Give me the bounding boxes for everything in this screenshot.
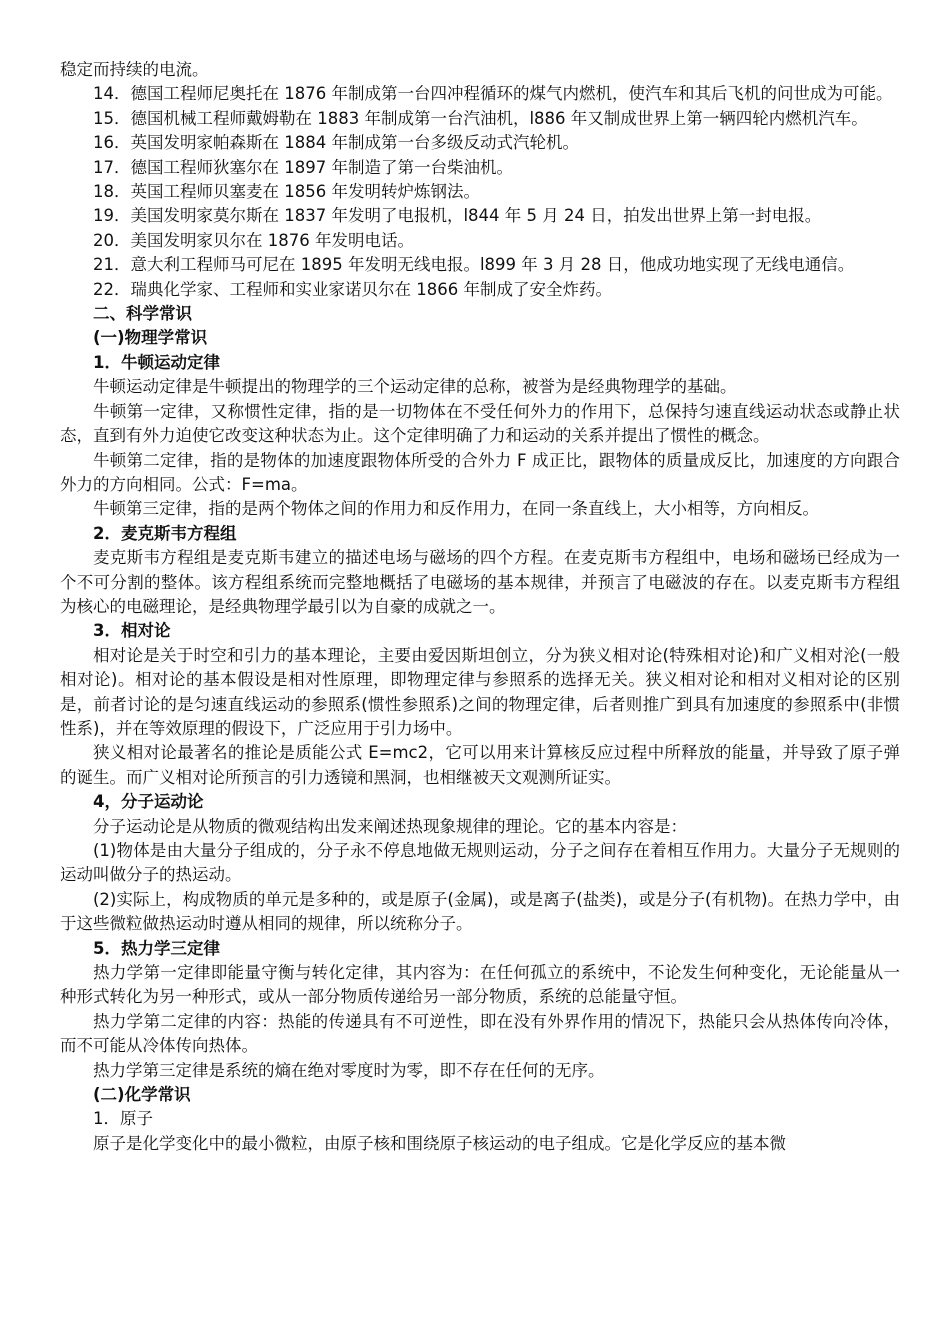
document-page xyxy=(60,58,900,1156)
list-item: 21．意大利工程师马可尼在 1895 年发明无线电报。l899 年 3 月 28 日，他成功地实现了无线电通信。 xyxy=(93,255,855,275)
list-item: 15．德国机械工程师戴姆勒在 1883 年制成第一台汽油机，l886 年又制成世界上第一辆四轮内燃机汽车。 xyxy=(93,108,868,128)
topic-heading: 1．牛顿运动定律 xyxy=(93,352,220,372)
paragraph: 狭义相对论最著名的推论是质能公式 E=mc2，它可以用来计算核反应过程中所释放的能量，并导致了原子弹的诞生。而广义相对论所预言的引力透镜和黑洞，也相继被天文观测所证实。 xyxy=(60,743,900,787)
list-item: 22．瑞典化学家、工程师和实业家诺贝尔在 1866 年制成了安全炸药。 xyxy=(93,279,612,299)
paragraph: 麦克斯韦方程组是麦克斯韦建立的描述电场与磁场的四个方程。在麦克斯韦方程组中，电场和磁场已经成为一个不可分割的整体。该方程组系统而完整地概括了电磁场的基本规律，并预言了电磁波的存在。以麦克斯韦方程组为核心的电磁理论，是经典物理学最引以为自豪的成就之一。 xyxy=(60,548,900,616)
list-item: 16．英国发明家帕森斯在 1884 年制成第一台多级反动式汽轮机。 xyxy=(93,133,579,153)
paragraph: 牛顿第二定律，指的是物体的加速度跟物体所受的合外力 F 成正比，跟物体的质量成反比，加速度的方向跟合外力的方向相同。公式：F=ma。 xyxy=(60,450,900,494)
subsection-heading: (二)化学常识 xyxy=(93,1085,191,1105)
paragraph: 热力学第三定律是系统的熵在绝对零度时为零，即不存在任何的无序。 xyxy=(93,1060,605,1080)
topic-heading: 2．麦克斯韦方程组 xyxy=(93,523,237,543)
topic-heading: 4，分子运动论 xyxy=(93,792,204,812)
subsection-heading: (一)物理学常识 xyxy=(93,328,208,348)
paragraph: 分子运动论是从物质的微观结构出发来阐述热现象规律的理论。它的基本内容是： xyxy=(93,816,687,836)
paragraph: 热力学第二定律的内容：热能的传递具有不可逆性，即在没有外界作用的情况下，热能只会从热体传向冷体，而不可能从冷体传向热体。 xyxy=(60,1011,900,1056)
paragraph: (1)物体是由大量分子组成的，分子永不停息地做无规则运动，分子之间存在着相互作用力。大量分子无规则的运动叫做分子的热运动。 xyxy=(60,841,900,885)
section-heading: 二、科学常识 xyxy=(93,304,192,324)
list-item: 19．美国发明家莫尔斯在 1837 年发明了电报机，l844 年 5 月 24 日，拍发出世界上第一封电报。 xyxy=(93,206,822,226)
list-item: 18．英国工程师贝塞麦在 1856 年发明转炉炼钢法。 xyxy=(93,182,480,202)
paragraph: (2)实际上，构成物质的单元是多种的，或是原子(金属)，或是离子(盐类)，或是分子(有机物)。在热力学中，由于这些微粒做热运动时遵从相同的规律，所以统称分子。 xyxy=(60,889,900,934)
topic-heading: 3．相对论 xyxy=(93,621,171,641)
topic-heading: 5．热力学三定律 xyxy=(93,938,220,958)
paragraph: 原子是化学变化中的最小微粒，由原子核和围绕原子核运动的电子组成。它是化学反应的基本微 xyxy=(93,1133,786,1153)
list-item: 17．德国工程师狄塞尔在 1897 年制造了第一台柴油机。 xyxy=(93,157,513,177)
paragraph: 牛顿第三定律，指的是两个物体之间的作用力和反作用力，在同一条直线上，大小相等，方向相反。 xyxy=(93,499,819,519)
paragraph: 热力学第一定律即能量守衡与转化定律，其内容为：在任何孤立的系统中，不论发生何种变化，无论能量从一种形式转化为另一种形式，或从一部分物质传递给另一部分物质，系统的总能量守恒。 xyxy=(60,963,900,1007)
list-item: 20．美国发明家贝尔在 1876 年发明电话。 xyxy=(93,230,414,250)
paragraph: 牛顿运动定律是牛顿提出的物理学的三个运动定律的总称，被誉为是经典物理学的基础。 xyxy=(93,377,737,397)
paragraph: 相对论是关于时空和引力的基本理论，主要由爱因斯坦创立，分为狭义相对论(特殊相对论)和广义相对沦(一般相对论)。相对论的基本假设是相对性原理，即物理定律与参照系的选择无关。狭义相对论和相对义相对论的区别是，前者讨论的是匀速直线运动的参照系(惯性参照系)之间的物理定律，后者则推广到具有加速度的参照系中(非惯性系)，并在等效原理的假设下，广泛应用于引力场中。 xyxy=(60,645,900,738)
paragraph: 牛顿第一定律，又称惯性定律，指的是一切物体在不受任何外力的作用下，总保持匀速直线运动状态或静止状态，直到有外力迫使它改变这种状态为止。这个定律明确了力和运动的关系并提出了惯性的概念。 xyxy=(60,401,900,446)
paragraph: 稳定而持续的电流。 xyxy=(60,60,209,79)
list-item: 14．德国工程师尼奥托在 1876 年制成第一台四冲程循环的煤气内燃机，使汽车和其后飞机的问世成为可能。 xyxy=(93,84,893,104)
topic-heading: 1．原子 xyxy=(93,1109,153,1129)
